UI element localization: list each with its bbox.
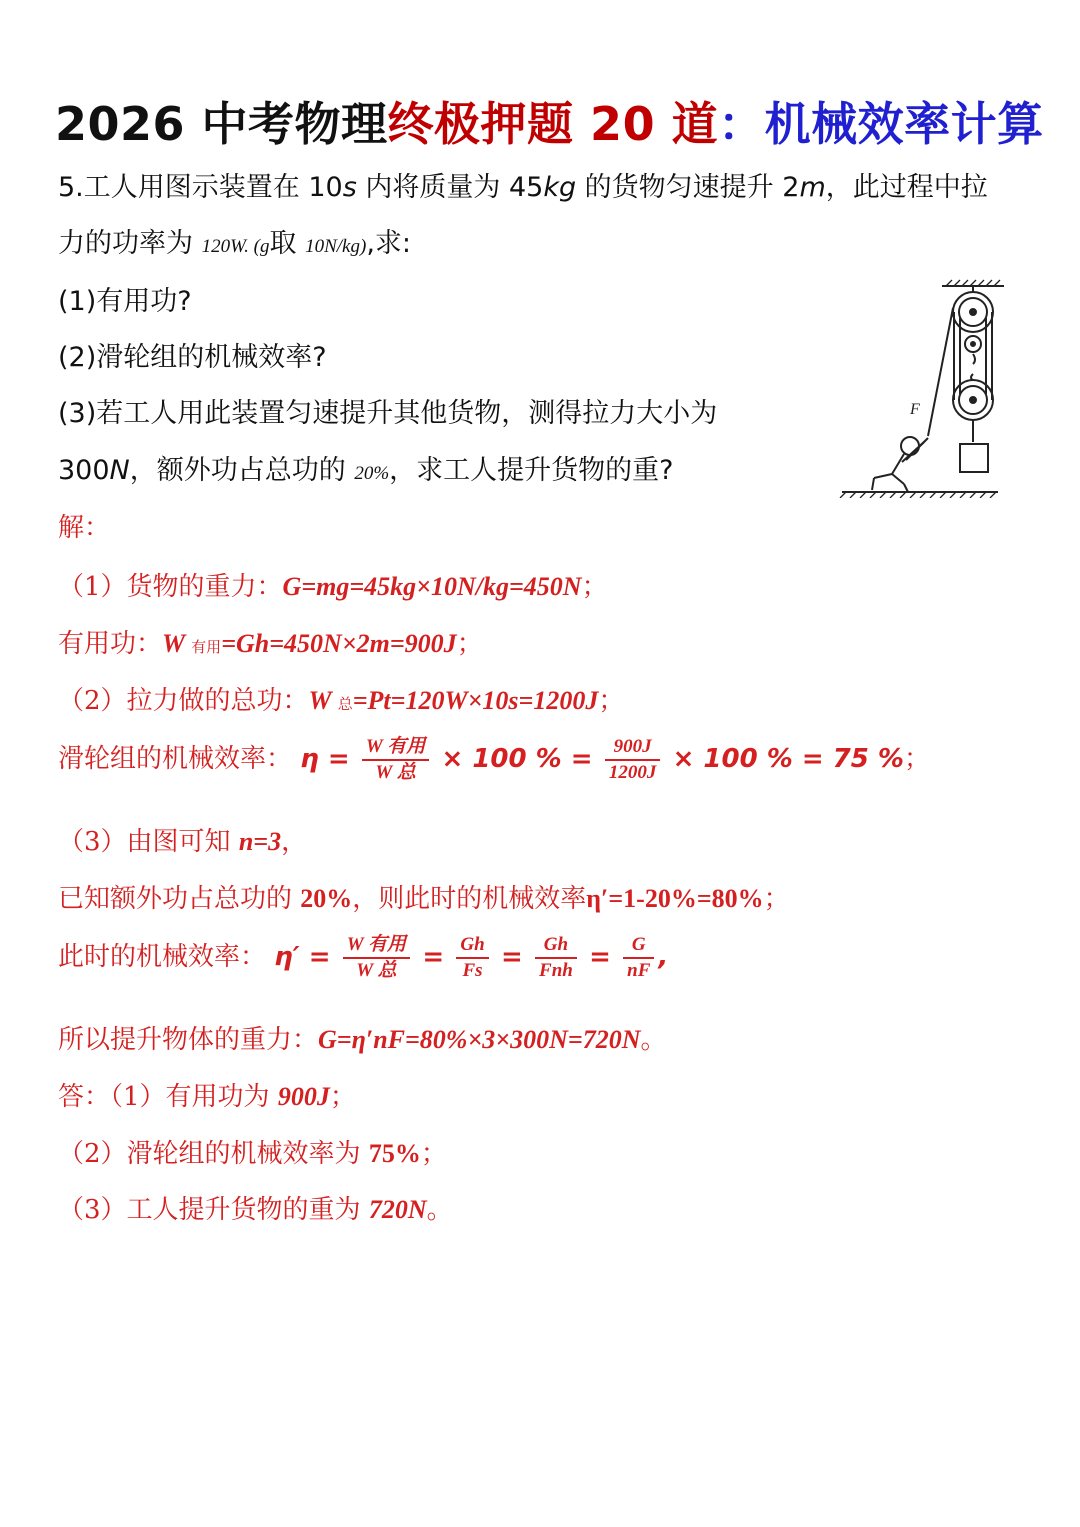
solution-heading: 解： (58, 513, 111, 543)
solution-step-1: （1）货物的重力：G=mg=45kg×10N/kg=450N； (58, 572, 608, 602)
solution-step-useful-work: 有用功：W 有用=Gh=450N×2m=900J； (58, 629, 483, 659)
worker-figure-icon (872, 437, 928, 492)
solution-step-2: （2）拉力做的总功：W 总=Pt=120W×10s=1200J； (58, 686, 625, 716)
page-title (55, 88, 1044, 154)
pulley-diagram (838, 278, 1038, 498)
answer-line-1: 答：（1）有用功为 900J； (58, 1082, 356, 1112)
solution-step-3: （3）由图可知 n=3， (58, 827, 308, 857)
question-line-1: 5.工人用图示装置在 10s 内将质量为 45kg 的货物匀速提升 2m，此过程中拉 (58, 172, 988, 203)
question-part-3: (3)若工人用此装置匀速提升其他货物，测得拉力大小为 (58, 398, 718, 429)
fraction-900-over-1200: $\frac{900J}{1200J}$ (605, 735, 661, 785)
force-label: F (910, 401, 920, 418)
title-year: 2026 中考物理 (55, 97, 388, 151)
question-part-3-cont: 300N，额外功占总功的 20%，求工人提升货物的重? (58, 455, 674, 486)
title-highlight: 终极押题 20 道 (387, 97, 719, 151)
fraction-useful-over-total: $\frac{\text{W 有用}}{\text{W 总}}$ (362, 735, 429, 785)
answer-line-3: （3）工人提升货物的重为 720N。 (58, 1195, 453, 1225)
solution-extra-work: 已知额外功占总功的 20%，则此时的机械效率η′=1-20%=80%； (58, 884, 790, 914)
cargo-box-icon (960, 444, 988, 472)
solution-efficiency-formula: 滑轮组的机械效率： η = $\frac{\text{W 有用}}{\text{W 总}}$ × 100 % = $\frac{900J}{1200J}$ × 100 % = 75 %； (58, 736, 930, 783)
question-part-2: (2)滑轮组的机械效率? (58, 342, 327, 373)
question-line-2: 力的功率为 120W. (g取 10N/kg),求: (58, 228, 412, 259)
solution-new-efficiency: 此时的机械效率： η′ = $\frac{\text{W 有用}}{\text{W 总}}$ = $\frac{Gh}{Fs}$ = $\frac{Gh}{\text{Fnh}}$ = $\frac{G}{nF}$ , (58, 934, 669, 981)
question-part-1: (1)有用功? (58, 286, 192, 317)
solution-final-weight: 所以提升物体的重力：G=η′nF=80%×3×300N=720N。 (58, 1025, 667, 1055)
title-topic: ：机械效率计算 (718, 97, 1044, 151)
answer-line-2: （2）滑轮组的机械效率为 75%； (58, 1139, 447, 1169)
